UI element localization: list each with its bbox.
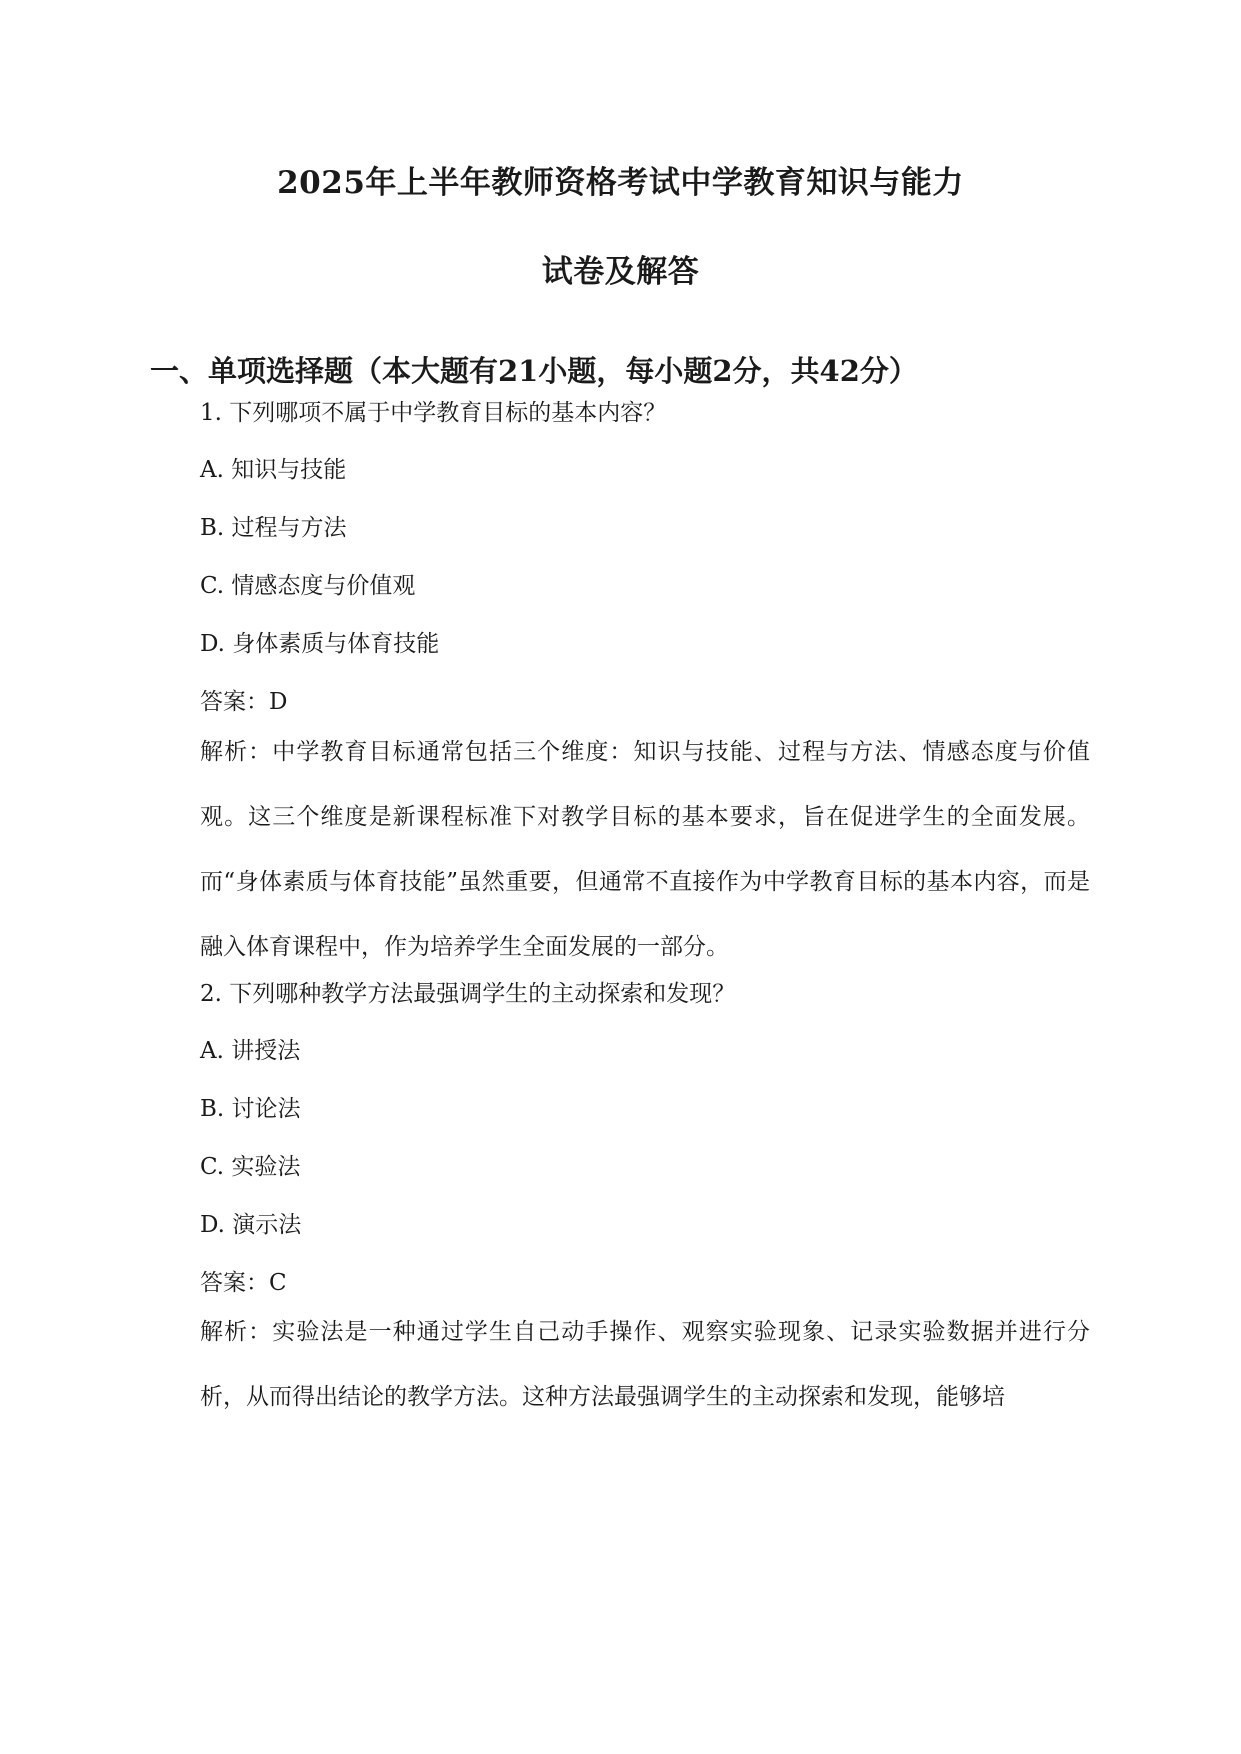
question-2-analysis: 解析：实验法是一种通过学生自己动手操作、观察实验现象、记录实验数据并进行分析，从而得出结论的教学方法。这种方法最强调学生的主动探索和发现，能够培 [200, 1319, 1090, 1410]
question-2-answer: 答案：C [200, 1270, 287, 1296]
question-2-stem: 2. 下列哪种教学方法最强调学生的主动探索和发现？ [200, 981, 736, 1007]
question-1-option-d: D. 身体素质与体育技能 [200, 631, 440, 657]
question-1-option-a: A. 知识与技能 [200, 457, 347, 483]
question-2-option-c: C. 实验法 [200, 1154, 301, 1180]
question-2-option-b: B. 讨论法 [200, 1096, 301, 1122]
document-title: 2025年上半年教师资格考试中学教育知识与能力 [277, 165, 964, 201]
question-1-stem: 1. 下列哪项不属于中学教育目标的基本内容？ [200, 400, 667, 426]
question-2-option-d: D. 演示法 [200, 1212, 302, 1238]
question-1-analysis: 解析：中学教育目标通常包括三个维度：知识与技能、过程与方法、情感态度与价值观。这三个维度是新课程标准下对教学目标的基本要求，旨在促进学生的全面发展。而“身体素质与体育技能”虽然重要，但通常不直接作为中学教育目标的基本内容，而是融入体育课程中，作为培养学生全面发展的一部分。 [200, 739, 1090, 960]
question-1-option-c: C. 情感态度与价值观 [200, 573, 416, 599]
section-heading: 一、单项选择题（本大题有21小题，每小题2分，共42分） [150, 354, 918, 388]
question-1-option-b: B. 过程与方法 [200, 515, 347, 541]
document-subtitle: 试卷及解答 [541, 254, 700, 290]
question-1-answer: 答案：D [200, 689, 288, 715]
question-2-option-a: A. 讲授法 [200, 1038, 301, 1064]
